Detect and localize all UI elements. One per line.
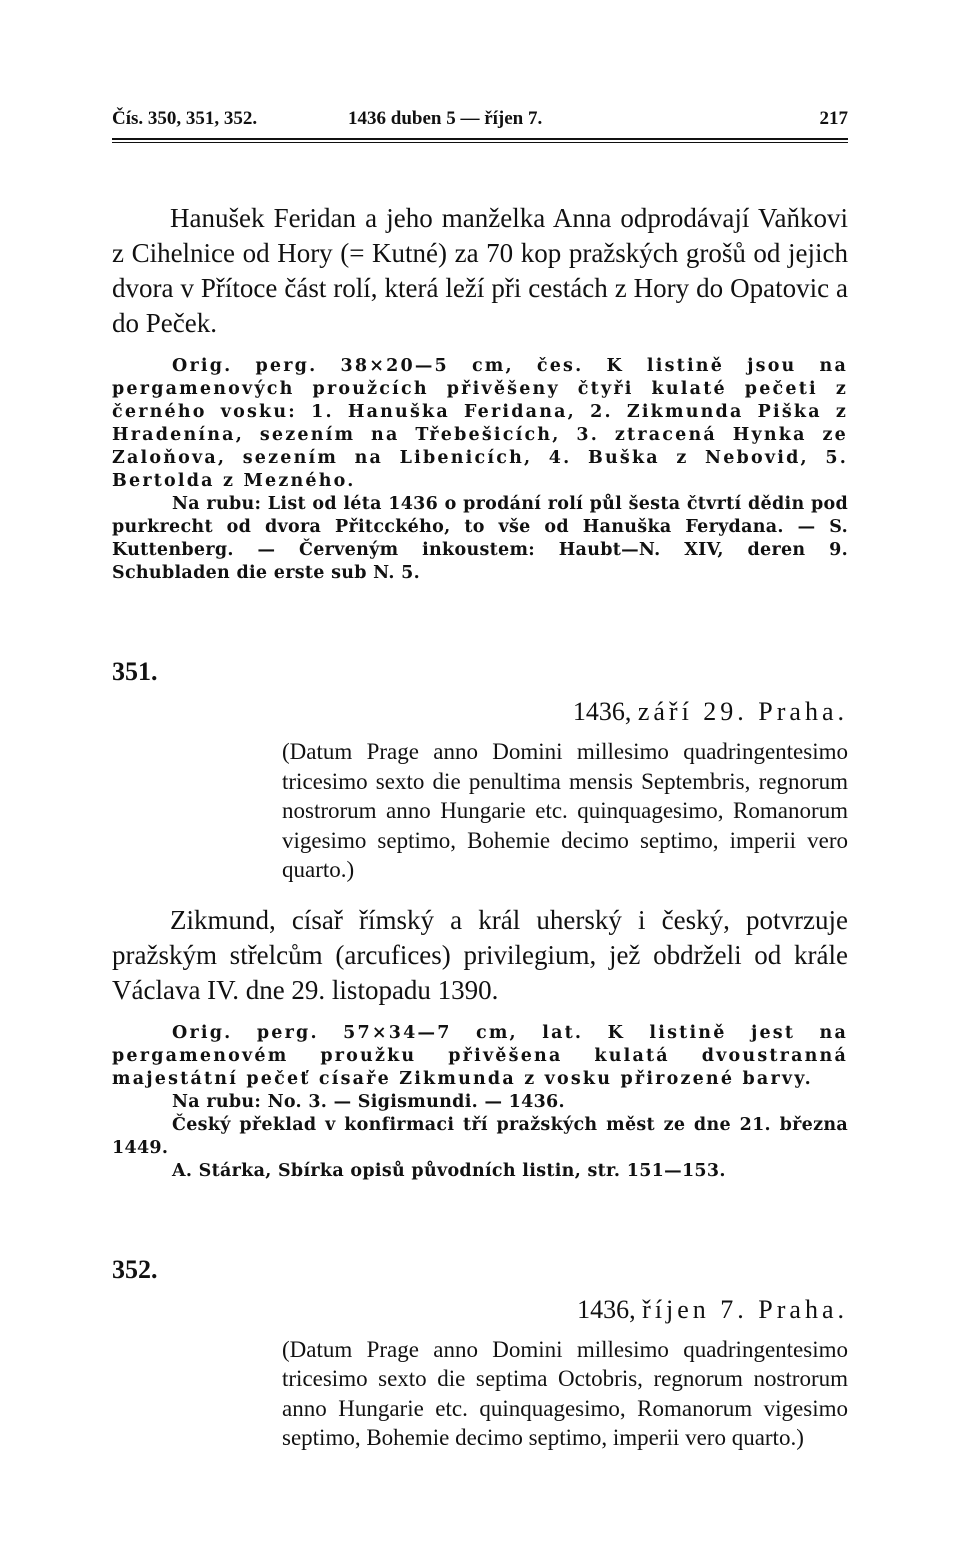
- doc-352-date-place: říjen 7. Praha.: [642, 1294, 848, 1324]
- header-doc-numbers: Čís. 350, 351, 352.: [112, 108, 258, 129]
- page-number: 217: [819, 108, 848, 129]
- doc-350-summary: Hanušek Feridan a jeho manželka Anna odprodávají Vaňkovi z Cihelnice od Hory (= Kutné) za 70 kop pražských grošů od jejich dvora v Přítoce část rolí, která leží při cestách z Hory do Opatovic a do Peček.: [112, 203, 848, 338]
- doc-351-number: 351.: [112, 657, 158, 686]
- doc-351-summary: Zikmund, císař římský a král uherský i český, potvrzuje pražským střelcům (arcufices) privilegium, jež obdrželi od krále Václava IV. dne 29. listopadu 1390.: [112, 904, 848, 1005]
- doc-351-latin-dating: (Datum Prage anno Domini millesimo quadringentesimo tricesimo sexto die penultima mensis Septembris, regnorum nostrorum anno Hungarie etc. quinquagesimo, Romanorum vigesimo septimo, Bohemie decimo septimo, imperii vero quarto.): [282, 739, 848, 882]
- doc-351-date-year: 1436,: [572, 697, 632, 726]
- header-rule: [112, 138, 848, 143]
- doc-351-date-place: září 29. Praha.: [637, 697, 848, 726]
- running-header: [112, 100, 848, 136]
- document-page: [112, 100, 848, 1469]
- doc-351-translation-note: Český překlad v konfirmaci tří pražských měst ze dne 21. března 1449.: [112, 1114, 848, 1158]
- document-350: [112, 201, 848, 585]
- doc-351-description: Orig. perg. 57×34—7 cm, lat. K listině jest na pergamenovém proužku přivěšena kulatá dvoustranná majestátní pečeť císaře Zikmunda z vosku přirozené barvy.: [112, 1022, 848, 1089]
- doc-350-description: Orig. perg. 38×20—5 cm, čes. K listině jsou na pergamenových proužcích přivěšeny čtyři kulaté pečeti z černého vosku: 1. Hanuška Feridana, 2. Zikmunda Piška z Hradenína, sezením na Třebešicích, 3. ztracená Hynka ze Zaloňova, sezením na Libenicích, 4. Buška z Nebovid, 5. Bertolda z Mezného.: [112, 356, 848, 491]
- header-date-range: 1436 duben 5 — říjen 7.: [348, 108, 543, 129]
- doc-351-copy-note: A. Stárka, Sbírka opisů původních listin, str. 151—153.: [172, 1160, 726, 1181]
- doc-351-date: [112, 697, 848, 727]
- document-352: [112, 1255, 848, 1453]
- doc-350-dorsal-note: Na rubu: List od léta 1436 o prodání rolí půl šesta čtvrtí dědin pod purkrecht od dvora Přitcckého, to vše od Hanuška Ferydana. — S. Kuttenberg. — Červeným inkoustem: Haubt—N. XIV, deren 9. Schubladen die erste sub N. 5.: [112, 494, 848, 583]
- document-351: [112, 657, 848, 1183]
- doc-351-dorsal-note: Na rubu: No. 3. — Sigismundi. — 1436.: [172, 1091, 565, 1112]
- doc-352-number: 352.: [112, 1254, 158, 1284]
- doc-352-date: [112, 1295, 848, 1325]
- doc-352-date-year: 1436,: [577, 1294, 636, 1324]
- doc-352-latin-dating: (Datum Prage anno Domini millesimo quadringentesimo tricesimo sexto die septima Octobris, regnorum nostrorum anno Hungarie etc. quinquagesimo, Romanorum vigesimo septimo, Bohemie decimo septimo, imperii vero quarto.): [282, 1336, 848, 1450]
